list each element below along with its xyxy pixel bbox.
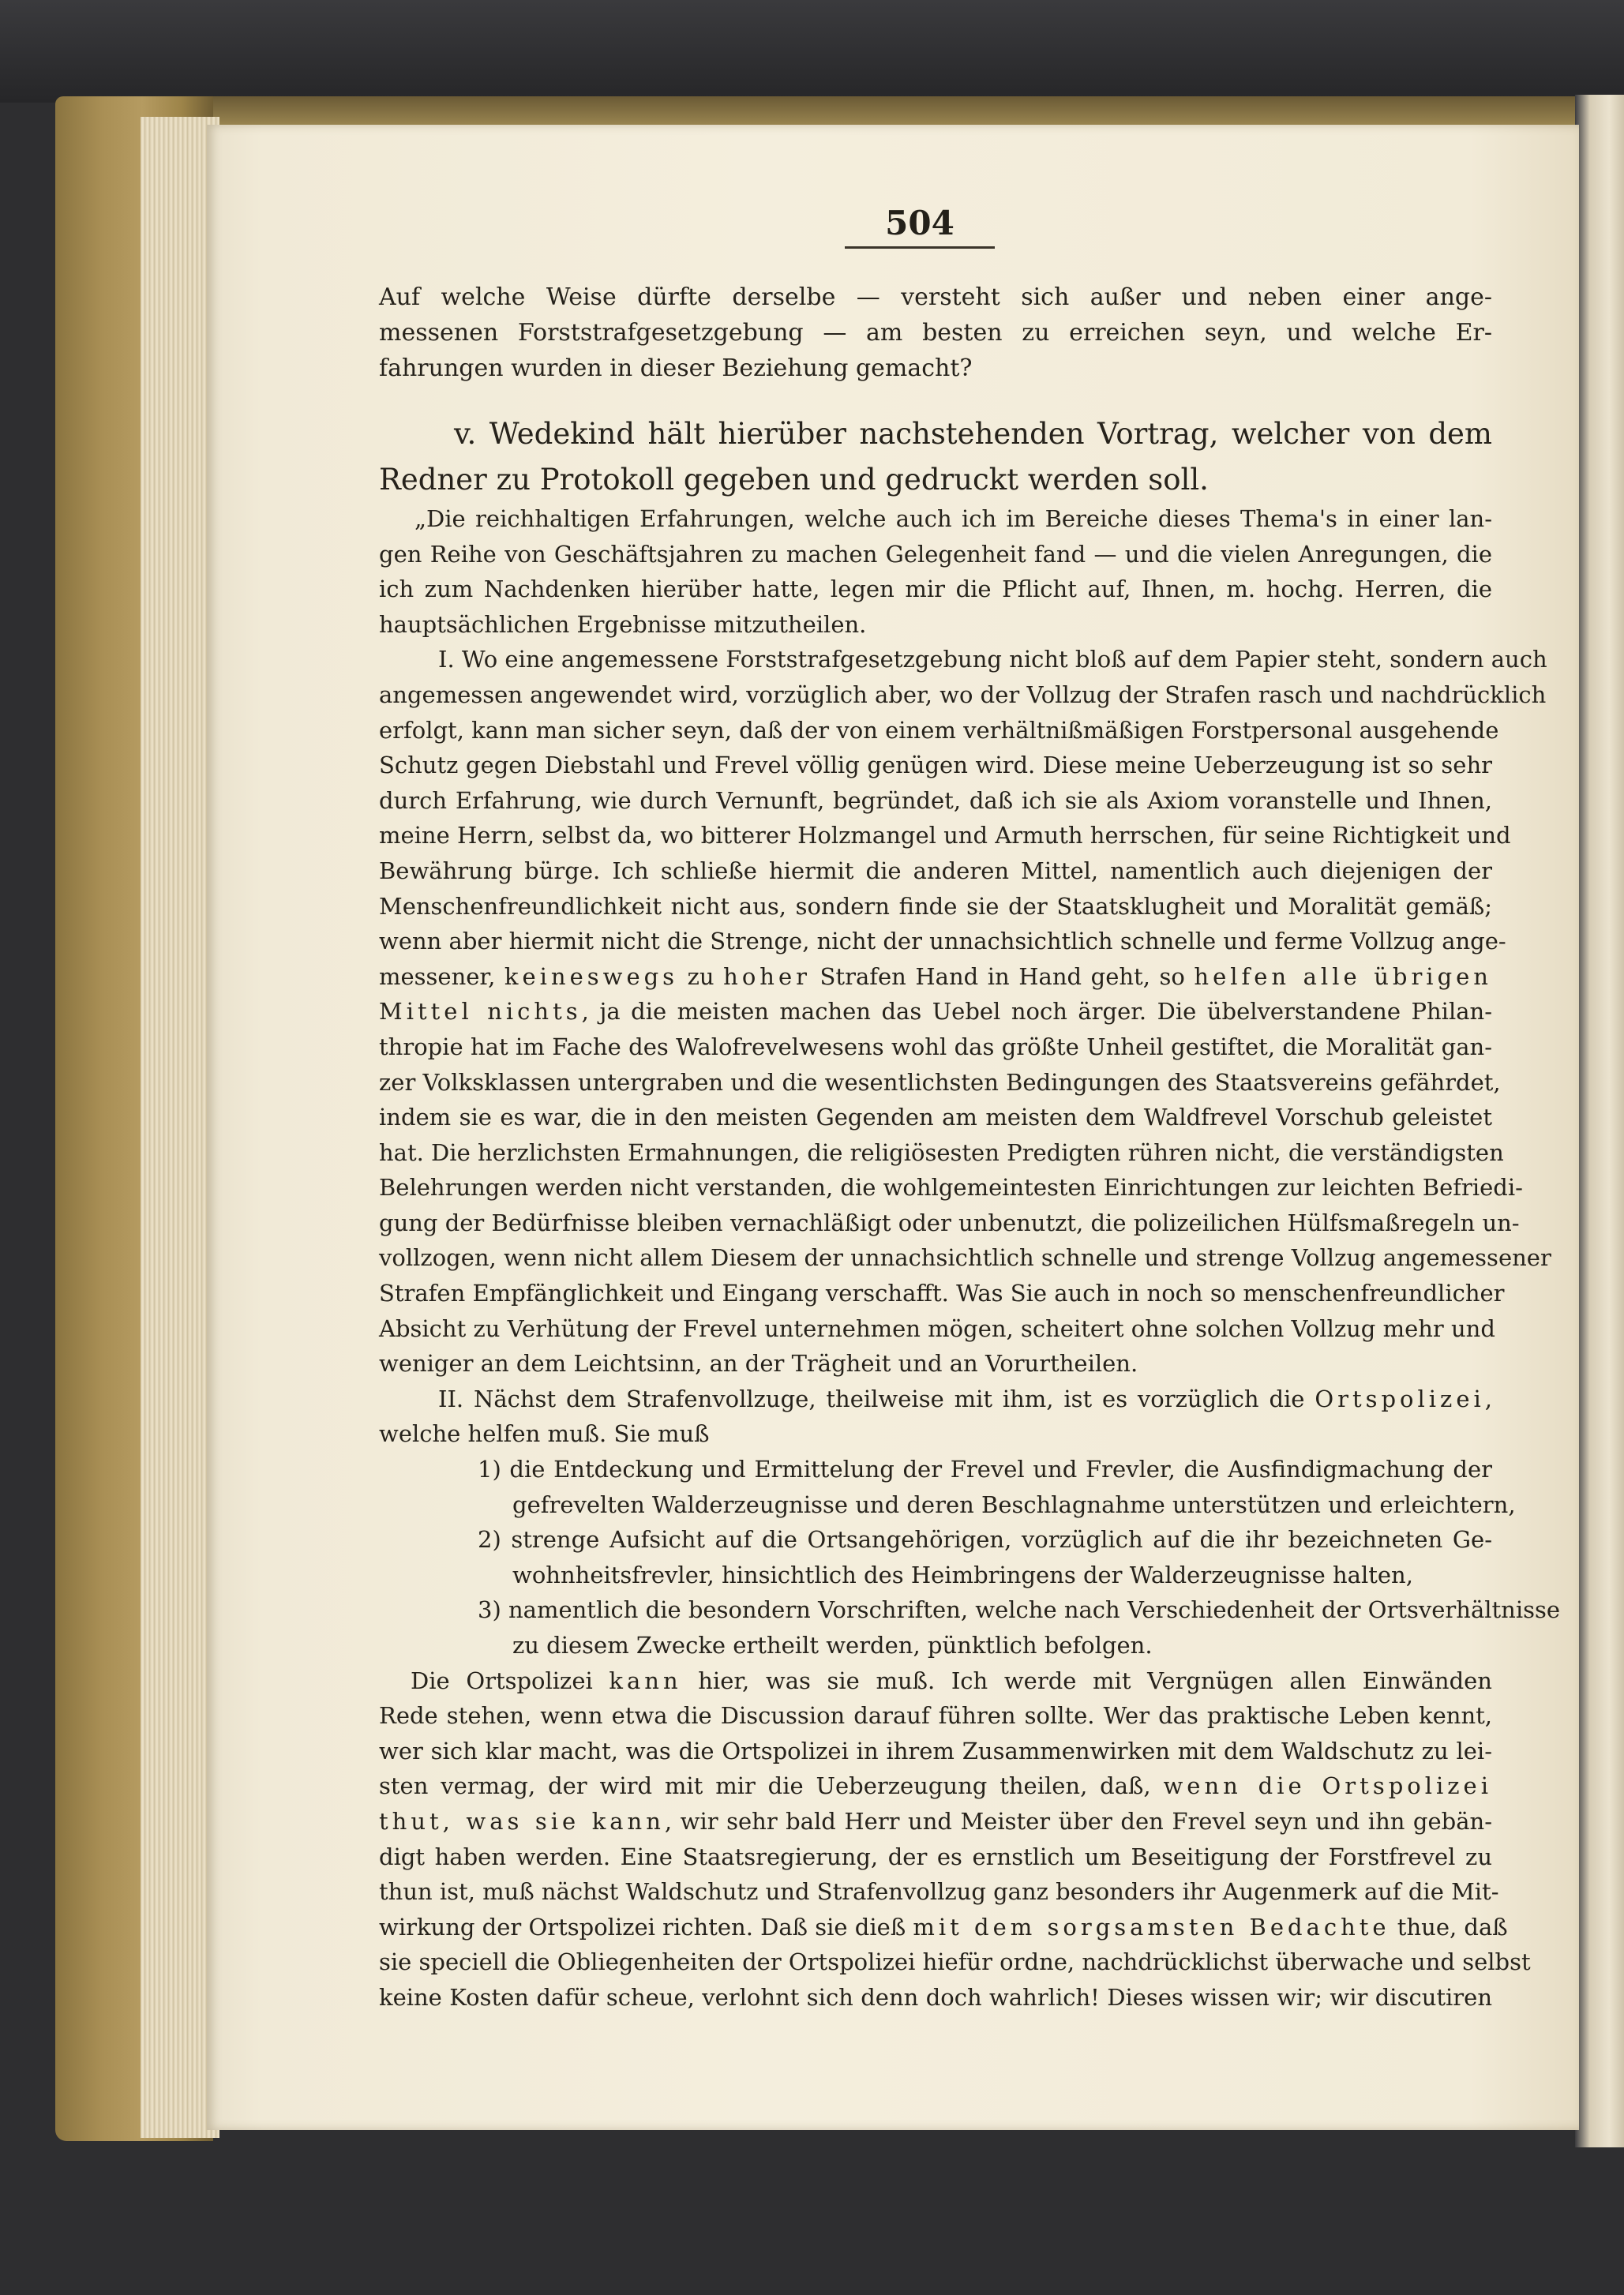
text-run: hier, was sie muß. Ich werde mit Vergnügen allen Einwänden bbox=[681, 1667, 1492, 1694]
text-line: hat. Die herzlichsten Ermahnungen, die religiösesten Predigten rühren nicht, die verständigsten bbox=[379, 1138, 1504, 1166]
text-run: , bbox=[1484, 1385, 1492, 1412]
text-line: keine Kosten dafür scheue, verlohnt sich denn doch wahrlich! Dieses wissen wir; wir discutiren bbox=[379, 1983, 1492, 2011]
section-heading-line bbox=[379, 1382, 1492, 1417]
intro-line: v. Wedekind hält hierüber nachstehenden Vortrag, welcher von dem bbox=[454, 417, 1492, 451]
list-item: 1) die Entdeckung und Ermittelung der Frevel und Frevler, die Ausfindigmachung der bbox=[478, 1456, 1492, 1483]
text-run: thue, daß bbox=[1390, 1913, 1508, 1941]
page-number-rule bbox=[845, 246, 995, 249]
text-line: digt haben werden. Eine Staatsregierung, der es ernstlich um Beseitigung der Forstfrevel zu bbox=[379, 1843, 1492, 1870]
text-line: sie speciell die Obliegenheiten der Ortspolizei hiefür ordne, nachdrücklichst überwache und selbst bbox=[379, 1948, 1531, 1976]
spaced-emphasis: thut, was sie kann bbox=[379, 1807, 665, 1835]
text-run: II. Nächst dem Strafenvollzuge, theilweise mit ihm, ist es vorzüglich die bbox=[438, 1385, 1315, 1412]
text-line: gen Reihe von Geschäftsjahren zu machen Gelegenheit fand — und die vielen Anregungen, die bbox=[379, 540, 1492, 568]
text-line bbox=[379, 1663, 1492, 1699]
text-line: Belehrungen werden nicht verstanden, die wohlgemeintesten Einrichtungen zur leichten Befriedi- bbox=[379, 1174, 1523, 1202]
list-item-continuation: zu diesem Zwecke ertheilt werden, pünktlich befolgen. bbox=[512, 1632, 1153, 1659]
text-line: zer Volksklassen untergraben und die wesentlichsten Bedingungen des Staatsvereins gefährdet, bbox=[379, 1068, 1501, 1096]
text-run: sten vermag, der wird mit mir die Ueberzeugung theilen, daß, bbox=[379, 1772, 1164, 1800]
list-item-continuation: wohnheitsfrevler, hinsichtlich des Heimbringens der Walderzeugnisse halten, bbox=[512, 1561, 1413, 1588]
text-line bbox=[379, 1910, 1508, 1945]
text-line: wer sich klar macht, was die Ortspolizei in ihrem Zusammenwirken mit dem Waldschutz zu lei- bbox=[379, 1737, 1492, 1764]
text-run: wirkung der Ortspolizei richten. Daß sie dieß bbox=[379, 1913, 913, 1941]
text-line: Schutz gegen Diebstahl und Frevel völlig genügen wird. Diese meine Ueberzeugung ist so sehr bbox=[379, 752, 1492, 779]
spaced-emphasis: mit dem sorgsamsten Bedachte bbox=[913, 1913, 1390, 1941]
text-line: vollzogen, wenn nicht allem Diesem der unnachsichtlich schnelle und strenge Vollzug angemessener bbox=[379, 1244, 1551, 1272]
text-line: Bewährung bürge. Ich schließe hiermit die anderen Mittel, namentlich auch diejenigen der bbox=[379, 857, 1492, 884]
text-line bbox=[379, 959, 1492, 995]
text-line: weniger an dem Leichtsinn, an der Trägheit und an Vorurtheilen. bbox=[379, 1350, 1138, 1378]
text-run: messener, bbox=[379, 962, 504, 990]
question-line: messenen Forststrafgesetzgebung — am besten zu erreichen seyn, und welche Er- bbox=[379, 319, 1492, 347]
text-line: thun ist, muß nächst Waldschutz und Strafenvollzug ganz besonders ihr Augenmerk auf die Mit- bbox=[379, 1878, 1499, 1906]
text-run: zu bbox=[678, 962, 724, 990]
text-line bbox=[379, 1768, 1492, 1804]
spaced-emphasis: kann bbox=[609, 1667, 682, 1694]
question-line: fahrungen wurden in dieser Beziehung gemacht? bbox=[379, 354, 973, 382]
page-number: 504 bbox=[885, 204, 955, 242]
question-line: Auf welche Weise dürfte derselbe — versteht sich außer und neben einer ange- bbox=[379, 283, 1492, 311]
text-run: , wir sehr bald Herr und Meister über den Frevel seyn und ihn gebän- bbox=[664, 1807, 1492, 1835]
body-text bbox=[379, 501, 1561, 2016]
book-top-edge bbox=[134, 96, 1587, 128]
intro-block bbox=[379, 411, 1492, 503]
backdrop bbox=[0, 0, 1624, 103]
text-line: wenn aber hiermit nicht die Strenge, nicht der unnachsichtlich schnelle und ferme Vollzug ange- bbox=[379, 928, 1506, 955]
list-item: 2) strenge Aufsicht auf die Ortsangehörigen, vorzüglich auf die ihr bezeichneten Ge- bbox=[478, 1526, 1492, 1554]
adjacent-book bbox=[1575, 95, 1624, 2147]
text-line: Rede stehen, wenn etwa die Discussion darauf führen sollte. Wer das praktische Leben kennt, bbox=[379, 1702, 1492, 1730]
intro-line: Redner zu Protokoll gegeben und gedruckt werden soll. bbox=[379, 463, 1209, 497]
numbered-list bbox=[379, 1452, 1561, 1663]
text-line: „Die reichhaltigen Erfahrungen, welche auch ich im Bereiche dieses Thema's in einer lan- bbox=[414, 505, 1492, 532]
spaced-emphasis: Ortspolizei bbox=[1315, 1385, 1485, 1412]
text-line: angemessen angewendet wird, vorzüglich aber, wo der Vollzug der Strafen rasch und nachdrücklich bbox=[379, 681, 1547, 708]
text-line bbox=[379, 994, 1492, 1029]
text-line: gung der Bedürfnisse bleiben vernachläßigt oder unbenutzt, die polizeilichen Hülfsmaßregeln un- bbox=[379, 1209, 1520, 1236]
list-item: 3) namentlich die besondern Vorschriften, welche nach Verschiedenheit der Ortsverhältnisse bbox=[478, 1596, 1561, 1624]
spaced-emphasis: Mittel nichts bbox=[379, 998, 582, 1026]
text-line: welche helfen muß. Sie muß bbox=[379, 1420, 710, 1448]
spaced-emphasis: helfen alle übrigen bbox=[1194, 962, 1492, 990]
spaced-emphasis: hoher bbox=[723, 962, 811, 990]
text-line: durch Erfahrung, wie durch Vernunft, begründet, daß ich sie als Axiom voranstelle und Ihnen, bbox=[379, 786, 1492, 814]
section-heading-line: I. Wo eine angemessene Forststrafgesetzgebung nicht bloß auf dem Papier steht, sondern auch bbox=[438, 646, 1547, 673]
list-item-continuation: gefrevelten Walderzeugnisse und deren Beschlagnahme unterstützen und erleichtern, bbox=[512, 1491, 1516, 1518]
text-run: Strafen Hand in Hand geht, so bbox=[811, 962, 1195, 990]
text-line: Absicht zu Verhütung der Frevel unternehmen mögen, scheitert ohne solchen Vollzug mehr und bbox=[379, 1314, 1495, 1342]
question-block bbox=[379, 279, 1492, 386]
text-run: , ja die meisten machen das Uebel noch ärger. Die übelverstandene Philan- bbox=[581, 998, 1492, 1026]
text-line: hauptsächlichen Ergebnisse mitzutheilen. bbox=[379, 610, 867, 638]
text-line bbox=[379, 1804, 1492, 1839]
text-line: thropie hat im Fache des Walofrevelwesens wohl das größte Unheil gestiftet, die Moralität gan- bbox=[379, 1033, 1492, 1060]
text-line: ich zum Nachdenken hierüber hatte, legen mir die Pflicht auf, Ihnen, m. hochg. Herren, die bbox=[379, 576, 1492, 603]
text-line: Strafen Empfänglichkeit und Eingang verschafft. Was Sie auch in noch so menschenfreundlicher bbox=[379, 1280, 1505, 1307]
text-line: meine Herrn, selbst da, wo bitterer Holzmangel und Armuth herrschen, für seine Richtigkeit und bbox=[379, 822, 1511, 849]
text-line: Menschenfreundlichkeit nicht aus, sondern finde sie der Staatsklugheit und Moralität gemäß; bbox=[379, 892, 1492, 920]
text-line: indem sie es war, die in den meisten Gegenden am meisten dem Waldfrevel Vorschub geleistet bbox=[379, 1104, 1492, 1131]
text-line: erfolgt, kann man sicher seyn, daß der von einem verhältnißmäßigen Forstpersonal ausgehende bbox=[379, 716, 1499, 744]
text-run: Die Ortspolizei bbox=[411, 1667, 609, 1694]
spaced-emphasis: keineswegs bbox=[504, 962, 679, 990]
spaced-emphasis: wenn die Ortspolizei bbox=[1163, 1772, 1492, 1800]
